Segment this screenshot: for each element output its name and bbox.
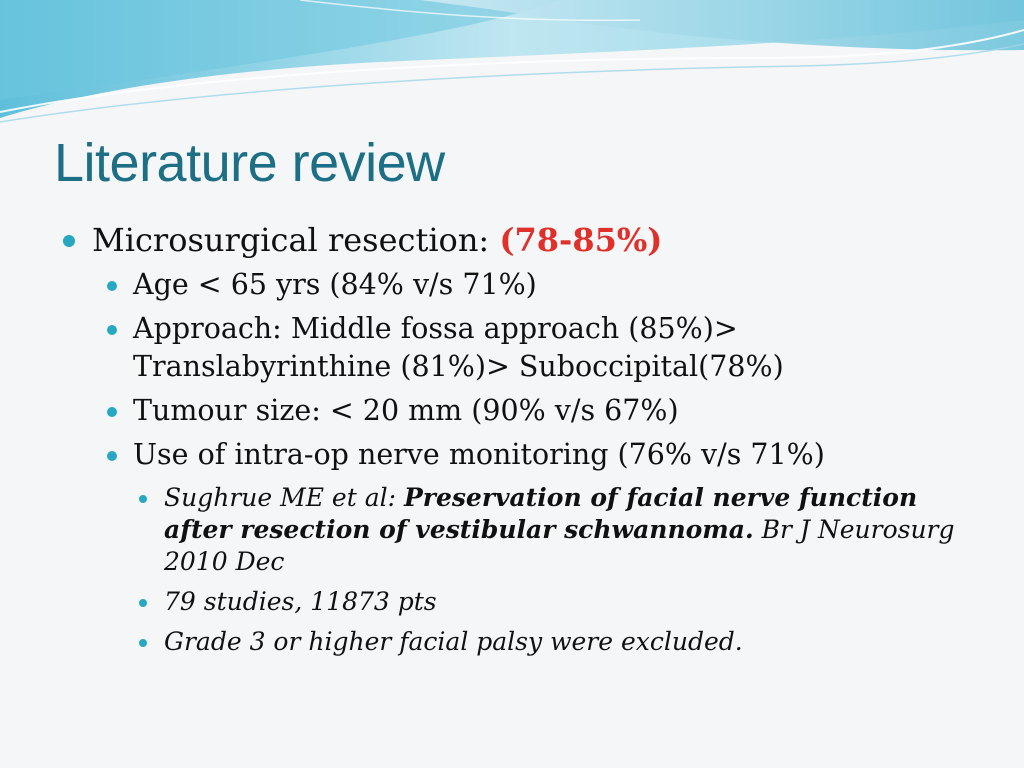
bullet-studies-count xyxy=(60,586,980,618)
citation-article-title: Preservation of facial nerve function after resection of vestibular schwannoma. xyxy=(164,483,918,544)
bullet-text: Use of intra-op nerve monitoring (76% v/s 71%) xyxy=(133,438,825,471)
bullet-text: Approach: Middle fossa approach (85%)> Translabyrinthine (81%)> Suboccipital(78%) xyxy=(133,312,784,383)
bullet-dot-icon xyxy=(107,281,117,291)
bullet-dot-icon xyxy=(139,495,147,503)
highlight-percentage: (78-85%) xyxy=(499,221,663,259)
bullet-dot-icon xyxy=(139,599,147,607)
bullet-approach xyxy=(60,310,980,386)
bullet-text: Microsurgical resection: xyxy=(92,221,500,259)
citation-authors: Sughrue ME et al: xyxy=(164,483,404,512)
bullet-dot-icon xyxy=(107,451,117,461)
slide-title: Literature review xyxy=(54,133,445,193)
bullet-tumour-size xyxy=(60,392,980,430)
bullet-citation xyxy=(60,482,980,578)
bullet-dot-icon xyxy=(107,407,117,417)
bullet-exclusion xyxy=(60,626,980,658)
citation-journal: Br J Neurosurg 2010 Dec xyxy=(164,515,955,576)
bullet-dot-icon xyxy=(63,235,75,247)
bullet-microsurgical-resection xyxy=(60,220,980,260)
bullet-nerve-monitoring xyxy=(60,436,980,474)
bullet-text: Age < 65 yrs (84% v/s 71%) xyxy=(133,268,537,301)
bullet-age xyxy=(60,266,980,304)
bullet-text: 79 studies, 11873 pts xyxy=(164,587,437,616)
bullet-dot-icon xyxy=(107,325,117,335)
header-wave-decoration xyxy=(0,0,1024,130)
bullet-text: Grade 3 or higher facial palsy were excluded. xyxy=(164,627,743,656)
bullet-dot-icon xyxy=(139,639,147,647)
slide-content xyxy=(60,220,980,658)
bullet-text: Tumour size: < 20 mm (90% v/s 67%) xyxy=(133,394,679,427)
